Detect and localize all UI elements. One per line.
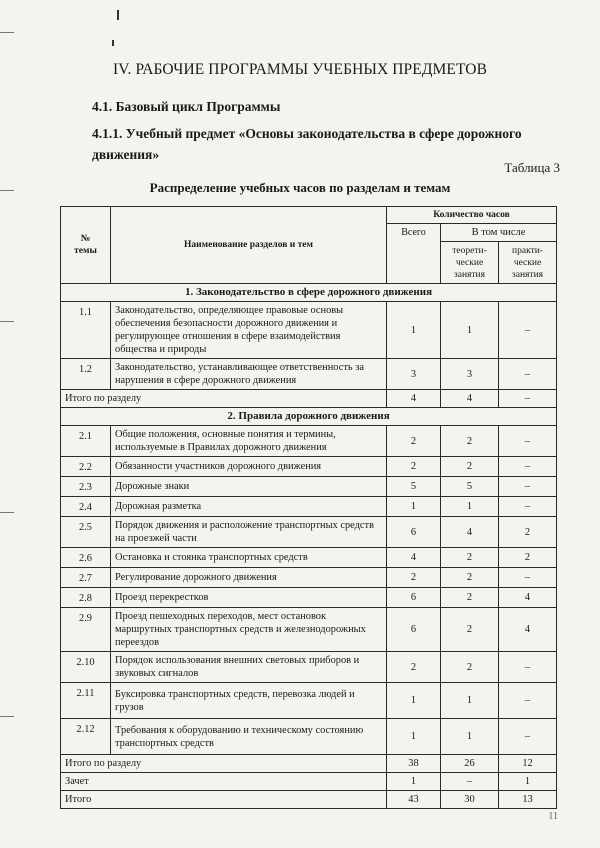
- hours-theory: 30: [441, 791, 499, 809]
- hours-theory: 3: [441, 359, 499, 390]
- hours-theory: 5: [441, 477, 499, 497]
- topic-name: Обязанности участников дорожного движения: [111, 457, 387, 477]
- hours-practice: 12: [499, 755, 557, 773]
- topic-number: 2.8: [61, 588, 111, 608]
- topic-name: Буксировка транспортных средств, перевозка людей и грузов: [111, 683, 387, 719]
- topic-number: 2.7: [61, 568, 111, 588]
- hours-theory: 4: [441, 390, 499, 408]
- table-row: [61, 517, 557, 548]
- header-practice: практи- ческие занятия: [499, 242, 557, 284]
- exam-row: [61, 773, 557, 791]
- hours-total: 5: [387, 477, 441, 497]
- hours-total: 43: [387, 791, 441, 809]
- hours-total: 4: [387, 390, 441, 408]
- hours-theory: –: [441, 773, 499, 791]
- table-row: [61, 588, 557, 608]
- hours-practice: –: [499, 359, 557, 390]
- hours-total: 1: [387, 719, 441, 755]
- table-row: [61, 359, 557, 390]
- hours-theory: 2: [441, 548, 499, 568]
- hours-theory: 2: [441, 588, 499, 608]
- subtotal-label: Итого по разделу: [61, 755, 387, 773]
- topic-name: Регулирование дорожного движения: [111, 568, 387, 588]
- hours-practice: –: [499, 477, 557, 497]
- chapter-title: IV. РАБОЧИЕ ПРОГРАММЫ УЧЕБНЫХ ПРЕДМЕТОВ: [112, 61, 488, 78]
- topic-name: Проезд перекрестков: [111, 588, 387, 608]
- topic-name: Дорожные знаки: [111, 477, 387, 497]
- table-row: [61, 652, 557, 683]
- hours-theory: 1: [441, 683, 499, 719]
- header-hours: Количество часов: [387, 207, 557, 224]
- hours-practice: 4: [499, 608, 557, 652]
- table-row: [61, 457, 557, 477]
- section-title: 4.1. Базовый цикл Программы: [92, 99, 281, 114]
- hours-theory: 4: [441, 517, 499, 548]
- hours-practice: –: [499, 683, 557, 719]
- page-number: 11: [548, 811, 558, 822]
- header-row: [61, 207, 557, 224]
- table-row: [61, 426, 557, 457]
- margin-mark: [0, 512, 14, 513]
- subtotal-row: [61, 390, 557, 408]
- topic-name: Законодательство, определяющее правовые основы обеспечения безопасности дорожного движения и регулирующее отношения в сфере взаимодействия общества и природы: [111, 302, 387, 359]
- hours-theory: 2: [441, 652, 499, 683]
- topic-name: Общие положения, основные понятия и термины, используемые в Правилах дорожного движения: [111, 426, 387, 457]
- margin-mark: [0, 321, 14, 322]
- header-theory: теорети- ческие занятия: [441, 242, 499, 284]
- margin-mark: [0, 32, 14, 33]
- hours-theory: 2: [441, 457, 499, 477]
- scan-mark: [117, 10, 119, 20]
- hours-practice: 2: [499, 548, 557, 568]
- topic-number: 2.1: [61, 426, 111, 457]
- section-title-2: 2. Правила дорожного движения: [61, 408, 557, 426]
- hours-total: 6: [387, 588, 441, 608]
- topic-number: 2.11: [61, 683, 111, 719]
- subsection-title: 4.1.1. Учебный предмет «Основы законодательства в сфере дорожного движения»: [92, 126, 522, 162]
- hours-total: 2: [387, 568, 441, 588]
- subtotal-label: Итого по разделу: [61, 390, 387, 408]
- topic-number: 2.3: [61, 477, 111, 497]
- grand-total-row: [61, 791, 557, 809]
- grand-total-label: Итого: [61, 791, 387, 809]
- table-label: Таблица 3: [504, 160, 560, 175]
- hours-total: 6: [387, 608, 441, 652]
- topic-number: 2.4: [61, 497, 111, 517]
- table-row: [61, 683, 557, 719]
- hours-theory: 2: [441, 568, 499, 588]
- table-row: [61, 302, 557, 359]
- topic-name: Проезд пешеходных переходов, мест остановок маршрутных транспортных средств и железнодорожных переездов: [111, 608, 387, 652]
- topic-name: Требования к оборудованию и техническому состоянию транспортных средств: [111, 719, 387, 755]
- hours-theory: 2: [441, 608, 499, 652]
- topic-number: 1.1: [61, 302, 111, 359]
- hours-theory: 1: [441, 497, 499, 517]
- section-heading-row: [61, 408, 557, 426]
- hours-practice: –: [499, 302, 557, 359]
- topic-number: 2.5: [61, 517, 111, 548]
- hours-practice: –: [499, 652, 557, 683]
- hours-total: 2: [387, 426, 441, 457]
- header-including: В том числе: [441, 224, 557, 242]
- hours-total: 6: [387, 517, 441, 548]
- hours-total: 4: [387, 548, 441, 568]
- table-row: [61, 548, 557, 568]
- topic-name: Порядок использования внешних световых приборов и звуковых сигналов: [111, 652, 387, 683]
- topic-number: 2.2: [61, 457, 111, 477]
- exam-label: Зачет: [61, 773, 387, 791]
- hours-practice: –: [499, 568, 557, 588]
- hours-practice: –: [499, 497, 557, 517]
- hours-practice: 2: [499, 517, 557, 548]
- header-name: Наименование разделов и тем: [111, 207, 387, 284]
- hours-total: 2: [387, 652, 441, 683]
- scan-mark: [112, 40, 114, 46]
- hours-table: [60, 206, 557, 809]
- hours-total: 38: [387, 755, 441, 773]
- hours-theory: 26: [441, 755, 499, 773]
- hours-theory: 1: [441, 719, 499, 755]
- topic-number: 2.12: [61, 719, 111, 755]
- topic-name: Дорожная разметка: [111, 497, 387, 517]
- topic-name: Законодательство, устанавливающее ответственность за нарушения в сфере дорожного движения: [111, 359, 387, 390]
- section-heading-row: [61, 284, 557, 302]
- subtotal-row: [61, 755, 557, 773]
- margin-mark: [0, 716, 14, 717]
- table-row: [61, 719, 557, 755]
- topic-number: 2.9: [61, 608, 111, 652]
- hours-practice: 4: [499, 588, 557, 608]
- hours-total: 3: [387, 359, 441, 390]
- hours-practice: –: [499, 719, 557, 755]
- header-num: № темы: [61, 207, 111, 284]
- topic-name: Остановка и стоянка транспортных средств: [111, 548, 387, 568]
- table-row: [61, 608, 557, 652]
- topic-number: 2.10: [61, 652, 111, 683]
- section-title-1: 1. Законодательство в сфере дорожного движения: [61, 284, 557, 302]
- hours-total: 1: [387, 302, 441, 359]
- table-row: [61, 568, 557, 588]
- hours-practice: 13: [499, 791, 557, 809]
- hours-total: 1: [387, 497, 441, 517]
- hours-total: 1: [387, 683, 441, 719]
- hours-practice: 1: [499, 773, 557, 791]
- hours-practice: –: [499, 457, 557, 477]
- header-total: Всего: [387, 224, 441, 284]
- hours-total: 2: [387, 457, 441, 477]
- table-caption: Распределение учебных часов по разделам и темам: [149, 180, 451, 195]
- table-row: [61, 497, 557, 517]
- hours-total: 1: [387, 773, 441, 791]
- hours-practice: –: [499, 390, 557, 408]
- hours-practice: –: [499, 426, 557, 457]
- hours-theory: 2: [441, 426, 499, 457]
- table-row: [61, 477, 557, 497]
- topic-name: Порядок движения и расположение транспортных средств на проезжей части: [111, 517, 387, 548]
- topic-number: 2.6: [61, 548, 111, 568]
- hours-theory: 1: [441, 302, 499, 359]
- topic-number: 1.2: [61, 359, 111, 390]
